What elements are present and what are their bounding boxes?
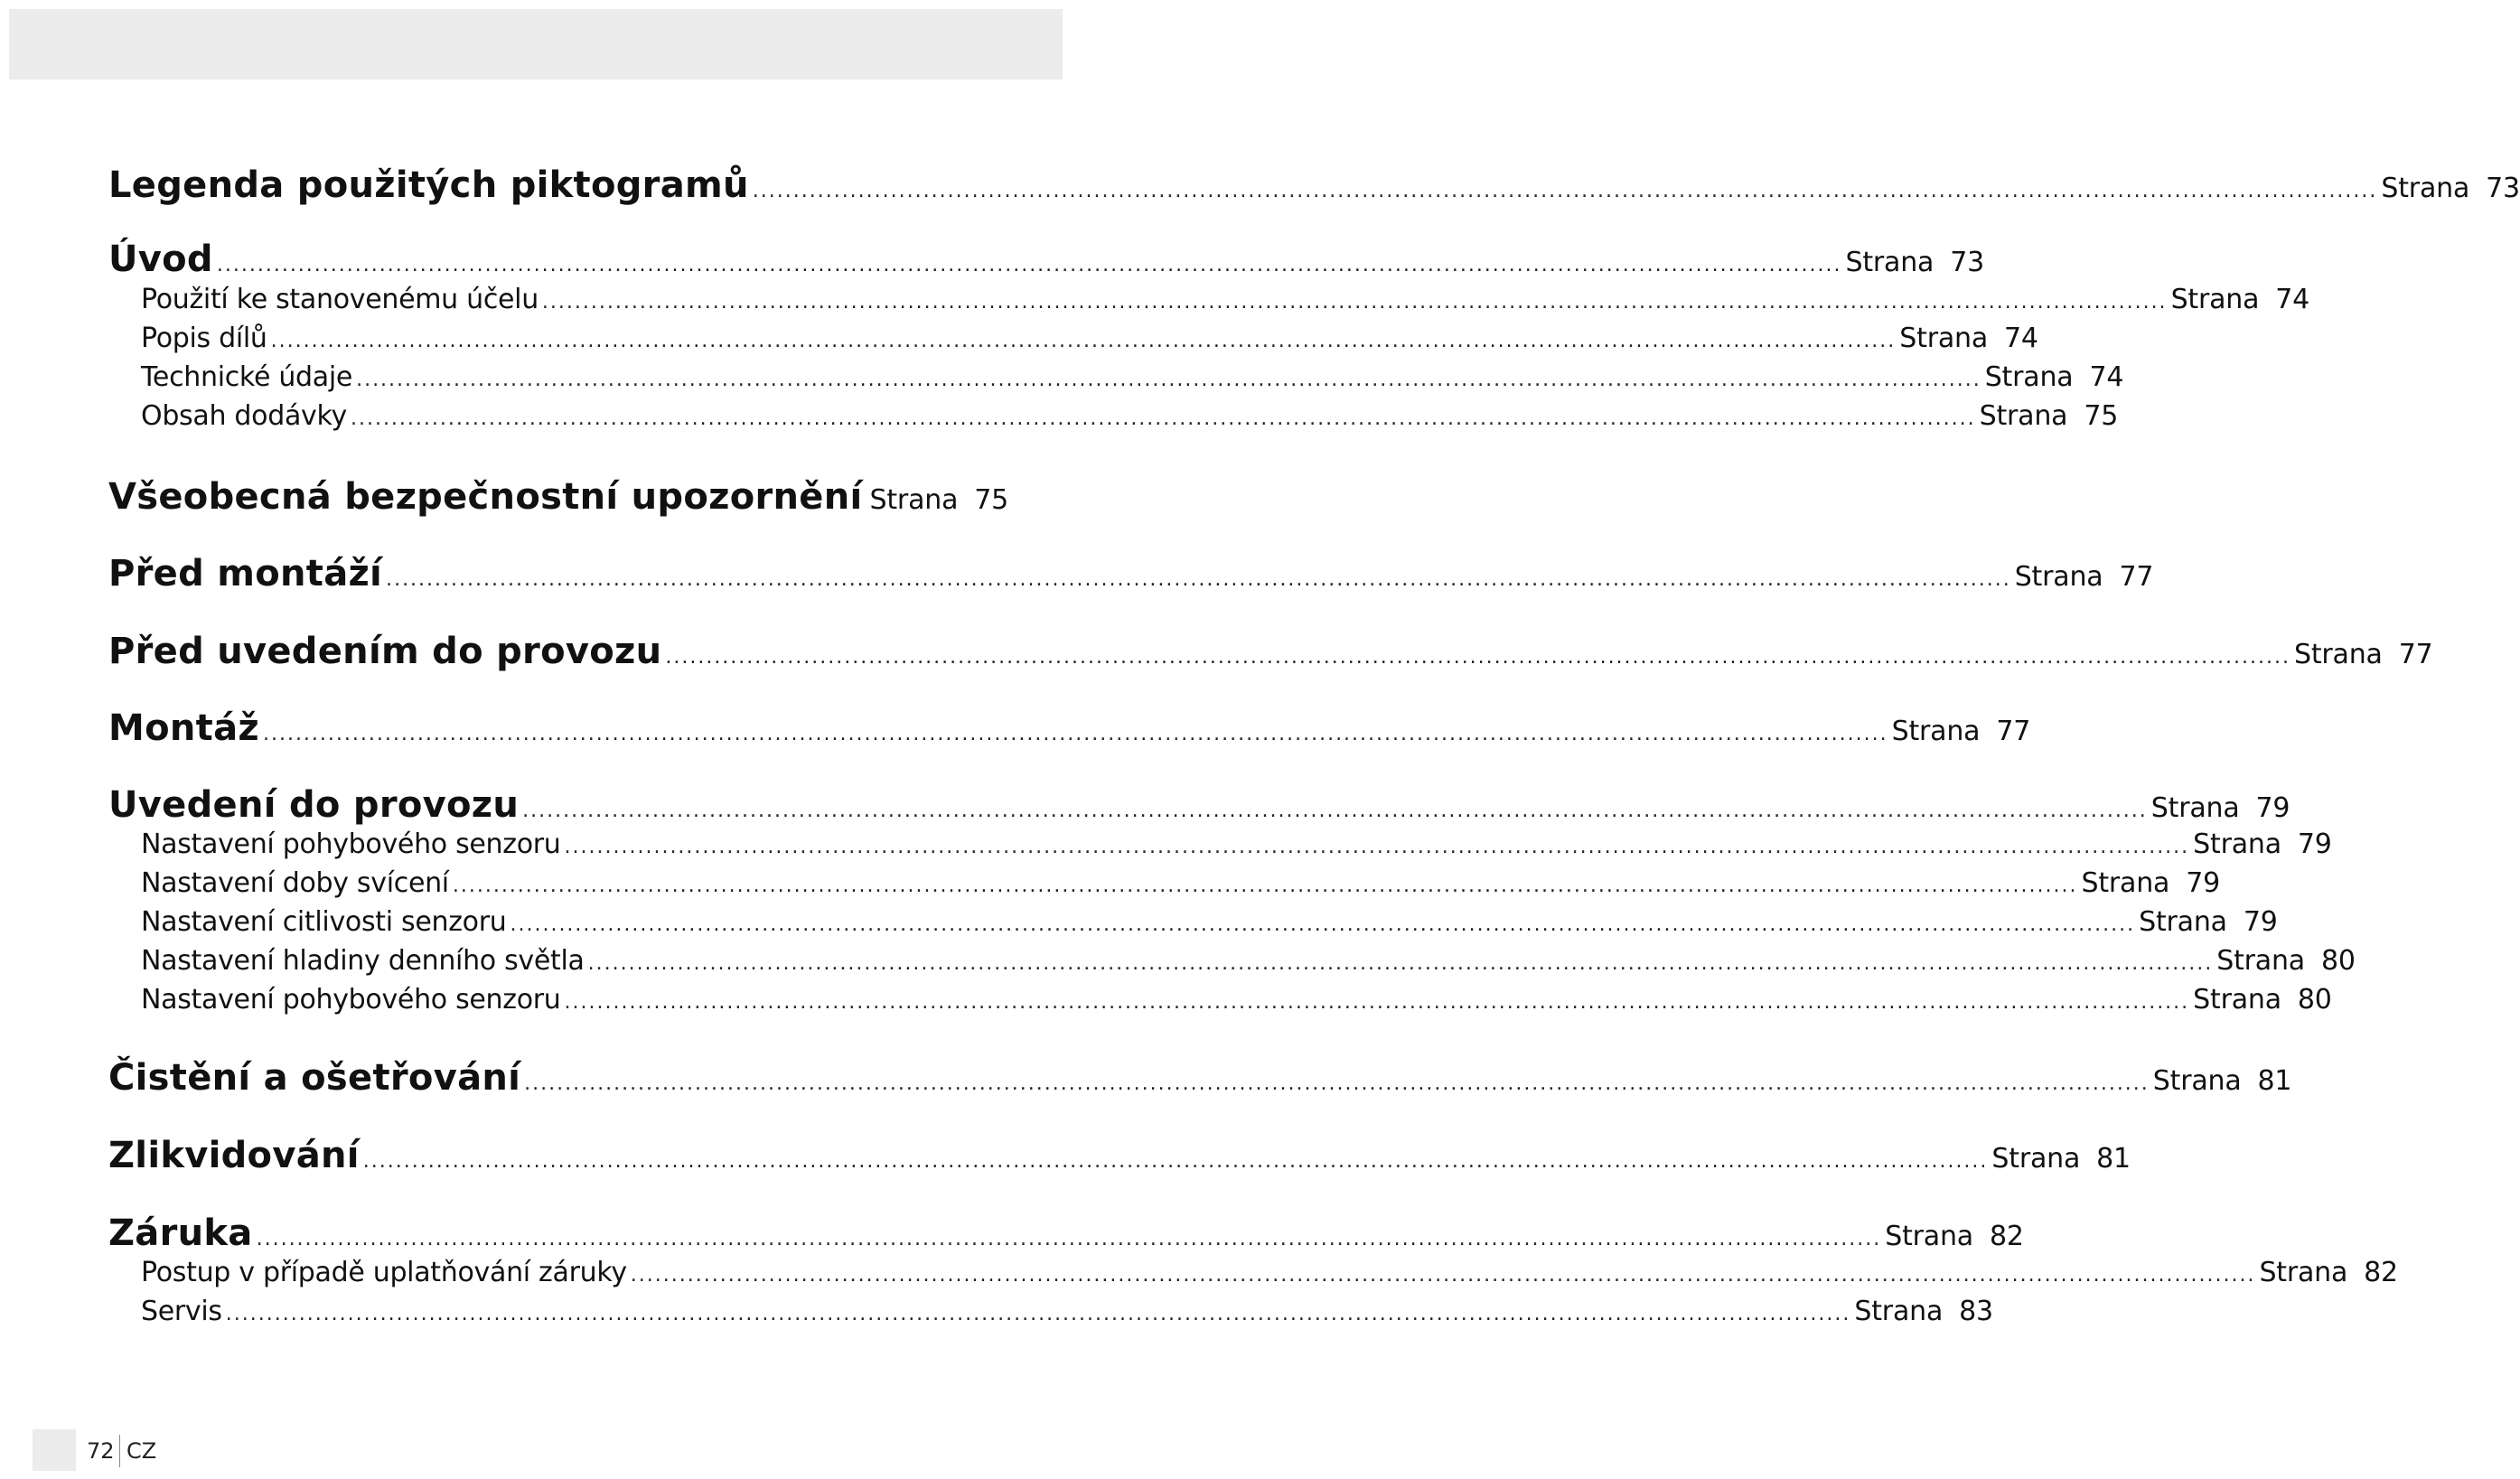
page-number: 79 — [2186, 867, 2221, 899]
page-number: 73 — [2486, 173, 2520, 204]
dot-leader — [588, 952, 2214, 975]
page-number: 77 — [2119, 561, 2154, 593]
page-number: 83 — [1959, 1296, 1993, 1327]
page-number: 74 — [2089, 361, 2124, 393]
dot-leader — [453, 875, 2078, 897]
dot-leader — [363, 1150, 1989, 1173]
toc-subentry[interactable] — [141, 1296, 1993, 1327]
dot-leader — [356, 369, 1981, 391]
dot-leader — [271, 330, 1897, 352]
toc-entry[interactable] — [108, 631, 2433, 672]
toc-entry-title: Nastavení doby svícení — [141, 867, 449, 899]
toc-entry-title: Záruka — [108, 1212, 253, 1254]
page-number: 73 — [1950, 247, 1985, 278]
toc-entry-title: Použití ke stanovenému účelu — [141, 284, 539, 315]
page-number: 80 — [2297, 984, 2332, 1016]
page-word: Strana — [2170, 284, 2260, 315]
page-number: 82 — [2364, 1257, 2398, 1288]
toc-subentry[interactable] — [141, 945, 2356, 977]
toc-entry[interactable] — [108, 707, 2031, 749]
page-word: Strana — [2150, 792, 2240, 824]
footer-marker — [33, 1429, 76, 1471]
toc-entry[interactable] — [108, 1057, 2292, 1099]
page-number: 77 — [2398, 639, 2433, 670]
dot-leader — [753, 180, 2378, 202]
toc-entry-title: Popis dílů — [141, 323, 267, 354]
page-word: Strana — [2216, 945, 2305, 977]
page-number: 81 — [2096, 1143, 2131, 1175]
page-number: 82 — [1989, 1221, 2024, 1252]
toc-entry-title: Nastavení pohybového senzoru — [141, 984, 561, 1016]
page-word: Strana — [1885, 1221, 1973, 1252]
dot-leader — [386, 568, 2011, 591]
page-word: Strana — [2193, 828, 2281, 860]
footer-page-number: 72 — [87, 1438, 115, 1464]
page-word: Strana — [2014, 561, 2103, 593]
toc-subentry[interactable] — [141, 984, 2332, 1016]
page-word: Strana — [1891, 716, 1981, 747]
dot-leader — [565, 836, 2190, 858]
toc-entry[interactable] — [108, 164, 2520, 206]
dot-leader — [631, 1264, 2256, 1287]
page-word: Strana — [1991, 1143, 2081, 1175]
toc-entry[interactable] — [108, 476, 1009, 518]
page-word: Strana — [2193, 984, 2281, 1016]
toc-subentry[interactable] — [141, 1257, 2398, 1288]
toc-entry-title: Úvod — [108, 239, 213, 280]
page-number: 80 — [2320, 945, 2356, 977]
page-word: Strana — [2139, 906, 2227, 938]
dot-leader — [665, 646, 2290, 669]
page-word: Strana — [2081, 867, 2170, 899]
toc-subentry[interactable] — [141, 400, 2119, 432]
dot-leader — [351, 407, 1976, 430]
page-number: 81 — [2257, 1065, 2292, 1097]
toc-entry-title: Legenda použitých piktogramů — [108, 164, 749, 206]
toc-entry[interactable] — [108, 1212, 2024, 1254]
toc-entry-title: Nastavení pohybového senzoru — [141, 828, 561, 860]
toc-subentry[interactable] — [141, 906, 2278, 938]
toc-entry-title: Před montáží — [108, 553, 383, 594]
page-number: 75 — [2084, 400, 2119, 432]
toc-entry-title: Čistění a ošetřování — [108, 1057, 521, 1099]
page-word: Strana — [1984, 361, 2074, 393]
toc-entry-title: Nastavení citlivosti senzoru — [141, 906, 507, 938]
toc-entry-title: Montáž — [108, 707, 259, 749]
page-word: Strana — [1899, 323, 1989, 354]
toc-subentry[interactable] — [141, 361, 2124, 393]
dot-leader — [565, 991, 2190, 1014]
toc-entry-title: Zlikvidování — [108, 1135, 360, 1176]
page-word: Strana — [2152, 1065, 2242, 1097]
page-word: Strana — [2381, 173, 2470, 204]
toc-subentry[interactable] — [141, 323, 2038, 354]
page-number: 79 — [2255, 792, 2290, 824]
toc-entry-title: Servis — [141, 1296, 222, 1327]
page-number: 77 — [1996, 716, 2031, 747]
toc-entry-title: Všeobecná bezpečnostní upozornění — [108, 476, 863, 518]
toc-entry[interactable] — [108, 239, 1985, 280]
footer-divider — [119, 1435, 120, 1467]
dot-leader — [522, 800, 2148, 822]
dot-leader — [257, 1228, 1882, 1250]
toc-entry-title: Technické údaje — [141, 361, 353, 393]
toc-entry-title: Nastavení hladiny denního světla — [141, 945, 585, 977]
dot-leader — [524, 1072, 2150, 1095]
toc-entry[interactable] — [108, 553, 2154, 594]
toc-entry[interactable] — [108, 1135, 2131, 1176]
page-word: Strana — [2259, 1257, 2348, 1288]
page-number: 75 — [974, 484, 1009, 516]
toc-entry-title: Před uvedením do provozu — [108, 631, 662, 672]
toc-entry-title: Uvedení do provozu — [108, 784, 520, 826]
page-number: 79 — [2243, 906, 2278, 938]
page-word: Strana — [1979, 400, 2068, 432]
toc-entry-title: Postup v případě uplatňování záruky — [141, 1257, 627, 1288]
page-word: Strana — [1845, 247, 1934, 278]
dot-leader — [510, 913, 2135, 936]
page-number: 74 — [2275, 284, 2310, 315]
page-word: Strana — [1854, 1296, 1944, 1327]
page-word: Strana — [869, 484, 959, 516]
toc-subentry[interactable] — [141, 284, 2310, 315]
dot-leader — [217, 254, 1842, 276]
dot-leader — [263, 723, 1888, 745]
toc-entry[interactable] — [108, 784, 2290, 826]
dot-leader — [226, 1303, 1851, 1325]
dot-leader — [542, 291, 2168, 314]
toc-entry-title: Obsah dodávky — [141, 400, 347, 432]
page-number: 79 — [2297, 828, 2332, 860]
toc-subentry[interactable] — [141, 867, 2221, 899]
toc-subentry[interactable] — [141, 828, 2332, 860]
page-word: Strana — [2294, 639, 2383, 670]
page-number: 74 — [2004, 323, 2038, 354]
footer-language: CZ — [126, 1438, 157, 1464]
